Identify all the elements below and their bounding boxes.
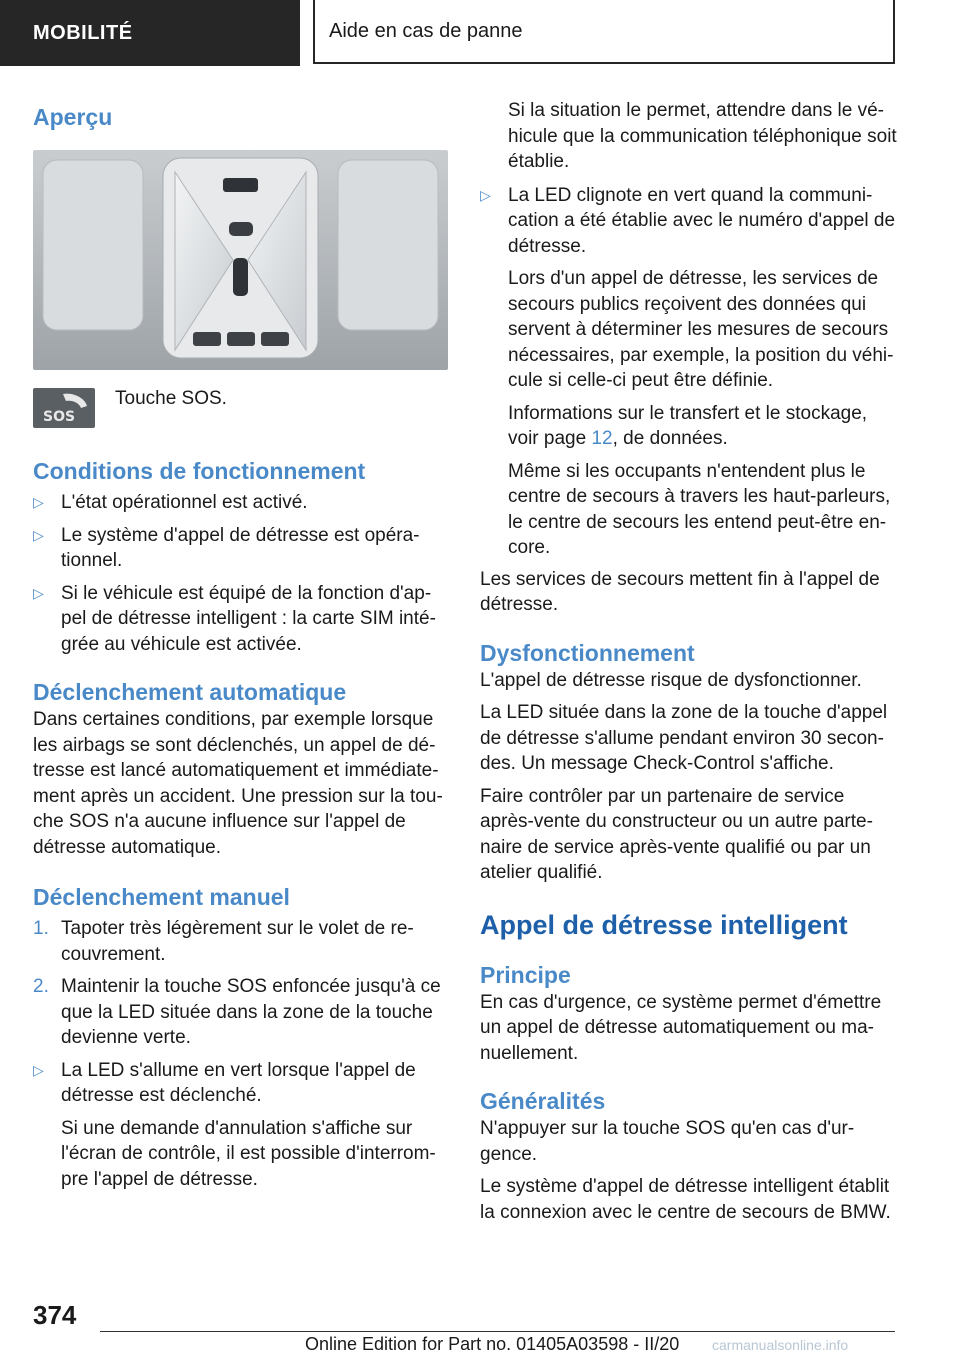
triangle-bullet-icon: ▷	[33, 526, 44, 543]
left-column	[33, 100, 448, 1192]
triangle-bullet-icon: ▷	[33, 584, 44, 601]
malfunction-text-1: L'appel de détresse risque de dysfonctionner.	[480, 669, 862, 691]
sos-phone-icon	[33, 388, 95, 428]
edition-line: Online Edition for Part no. 01405A03598 - II/20	[305, 1334, 680, 1354]
general-text-2: Le système d'appel de détresse intelligent établit la connexion avec le centre de secours de BMW.	[480, 1176, 891, 1223]
malfunction-heading: Dysfonctionnement	[480, 639, 695, 666]
footer-divider	[100, 1331, 895, 1332]
principle-text: En cas d'urgence, ce système permet d'émettre un appel de détresse automatiquement ou ma-nuellement.	[480, 991, 882, 1064]
section-tab: MOBILITÉ	[0, 0, 300, 66]
triangle-bullet-icon: ▷	[480, 186, 491, 203]
manual-trigger-heading: Déclenchement manuel	[33, 884, 290, 910]
sos-key-legend	[33, 388, 448, 428]
malfunction-text-2: La LED située dans la zone de la touche d'appel de détresse s'allume pendant environ 30 secon-des. Un message Check-Control s'affiche.	[480, 702, 888, 774]
general-heading: Généralités	[480, 1088, 606, 1114]
apercu-heading: Aperçu	[33, 104, 113, 130]
chapter-title: Aide en cas de panne	[313, 0, 895, 64]
overhead-console-image	[33, 150, 448, 370]
page-number: 374	[33, 1300, 77, 1330]
watermark: carmanualsonline.info	[712, 1337, 849, 1353]
end-call-text: Les services de secours mettent fin à l'appel de détresse.	[480, 568, 880, 615]
storage-note: Informations sur le transfert et le stockage, voir page 12, de données.	[508, 402, 868, 449]
led-cancel-note: Si une demande d'annulation s'affiche sur l'écran de contrôle, il est possible d'interrom-pre l'appel de détresse.	[61, 1117, 436, 1190]
wait-note: Si la situation le permet, attendre dans le vé-hicule que la communication téléphonique soit établie.	[508, 100, 897, 172]
step-item: 2. Maintenir la touche SOS enfoncée jusqu'à ce que la LED située dans la zone de la touche devienne verte.	[33, 976, 441, 1048]
sos-key-caption: Touche SOS.	[115, 388, 227, 409]
triangle-bullet-icon: ▷	[33, 1061, 44, 1078]
triangle-bullet-icon: ▷	[33, 494, 44, 510]
list-item: ▷ La LED clignote en vert quand la communi-cation a été établie avec le numéro d'appel de détresse.	[480, 184, 896, 257]
rescue-data-note: Lors d'un appel de détresse, les services de secours publics reçoivent des données qui servent à déterminer les mesures de secours nécessaires, par exemple, la position du véhi-cule si celle-ci peut être définie.	[508, 268, 894, 391]
list-item: ▷ Si le véhicule est équipé de la fonction d'ap-pel de détresse intelligent : la carte SIM inté-grée au véhicule est activée.	[33, 582, 436, 655]
sos-icon-label: SOS	[43, 409, 76, 425]
right-column	[480, 98, 898, 1225]
conditions-heading: Conditions de fonctionnement	[33, 458, 366, 484]
auto-trigger-text: Dans certaines conditions, par exemple lorsque les airbags se sont déclenchés, un appel de dé-tresse est lancé automatiquement et immédiate-ment après un accident. Une pression sur la tou-che SOS n'a aucune influence sur l'appel de détresse automatique.	[33, 709, 443, 858]
overhead-console-illustration	[33, 150, 448, 370]
list-item: ▷ Le système d'appel de détresse est opéra-tionnel.	[33, 524, 420, 571]
page-header	[0, 0, 960, 66]
general-text-1: N'appuyer sur la touche SOS qu'en cas d'ur-gence.	[480, 1118, 855, 1165]
malfunction-text-3: Faire contrôler par un partenaire de service après-vente du constructeur ou un autre parte-naire de service après-vente qualifié ou par un atelier qualifié.	[480, 785, 873, 883]
auto-trigger-heading: Déclenchement automatique	[33, 679, 347, 705]
list-item: ▷ L'état opérationnel est activé.	[33, 490, 448, 516]
intelligent-call-heading: Appel de détresse intelligent	[480, 909, 848, 940]
page-link[interactable]: 12	[591, 428, 613, 449]
principle-heading: Principe	[480, 961, 571, 988]
step-item: 1. Tapoter très légèrement sur le volet de re-couvrement.	[33, 918, 414, 965]
list-item: ▷ La LED s'allume en vert lorsque l'appel de détresse est déclenché.	[33, 1059, 416, 1106]
speaker-note: Même si les occupants n'entendent plus le centre de secours à travers les haut-parleurs, le centre de secours les entend peut-être en-core.	[508, 460, 891, 558]
